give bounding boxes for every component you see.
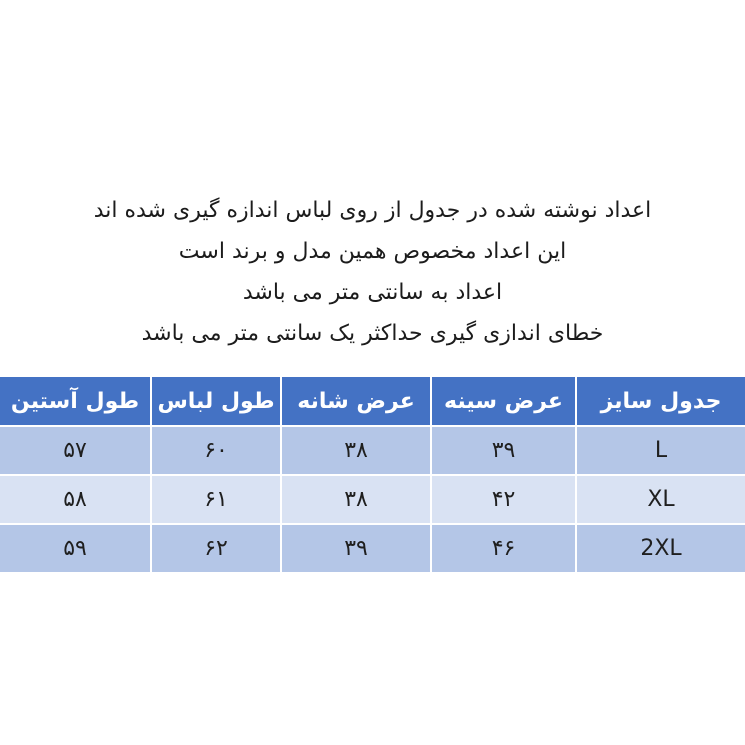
cell-xl-sleeve: ۵۸ [0, 476, 150, 523]
header-cell-shoulder-width: عرض شانه [282, 377, 430, 425]
note-line-tolerance: خطای اندازی گیری حداکثر یک سانتی متر می باشد [141, 321, 604, 346]
note-line-model-brand-specific: این اعداد مخصوص همین مدل و برند است [178, 239, 567, 264]
cell-size-xl: XL [577, 476, 745, 523]
cell-2xl-sleeve: ۵۹ [0, 525, 150, 572]
header-cell-size-table: جدول سایز [577, 377, 745, 425]
note-line-units-centimeters: اعداد به سانتی متر می باشد [242, 280, 503, 305]
cell-l-sleeve: ۵۷ [0, 427, 150, 474]
cell-xl-length: ۶۱ [152, 476, 280, 523]
cell-l-length: ۶۰ [152, 427, 280, 474]
cell-xl-shoulder: ۳۸ [282, 476, 430, 523]
note-line-measured-on-garment: اعداد نوشته شده در جدول از روی لباس اندازه گیری شده اند [93, 198, 652, 223]
cell-2xl-chest: ۴۶ [432, 525, 575, 572]
cell-size-l: L [577, 427, 745, 474]
header-cell-chest-width: عرض سینه [432, 377, 575, 425]
cell-2xl-length: ۶۲ [152, 525, 280, 572]
header-cell-garment-length: طول لباس [152, 377, 280, 425]
cell-xl-chest: ۴۲ [432, 476, 575, 523]
size-table [0, 377, 745, 572]
cell-size-2xl: 2XL [577, 525, 745, 572]
cell-l-shoulder: ۳۸ [282, 427, 430, 474]
cell-l-chest: ۳۹ [432, 427, 575, 474]
cell-2xl-shoulder: ۳۹ [282, 525, 430, 572]
header-cell-sleeve-length: طول آستین [0, 377, 150, 425]
measurement-notes [0, 190, 745, 354]
